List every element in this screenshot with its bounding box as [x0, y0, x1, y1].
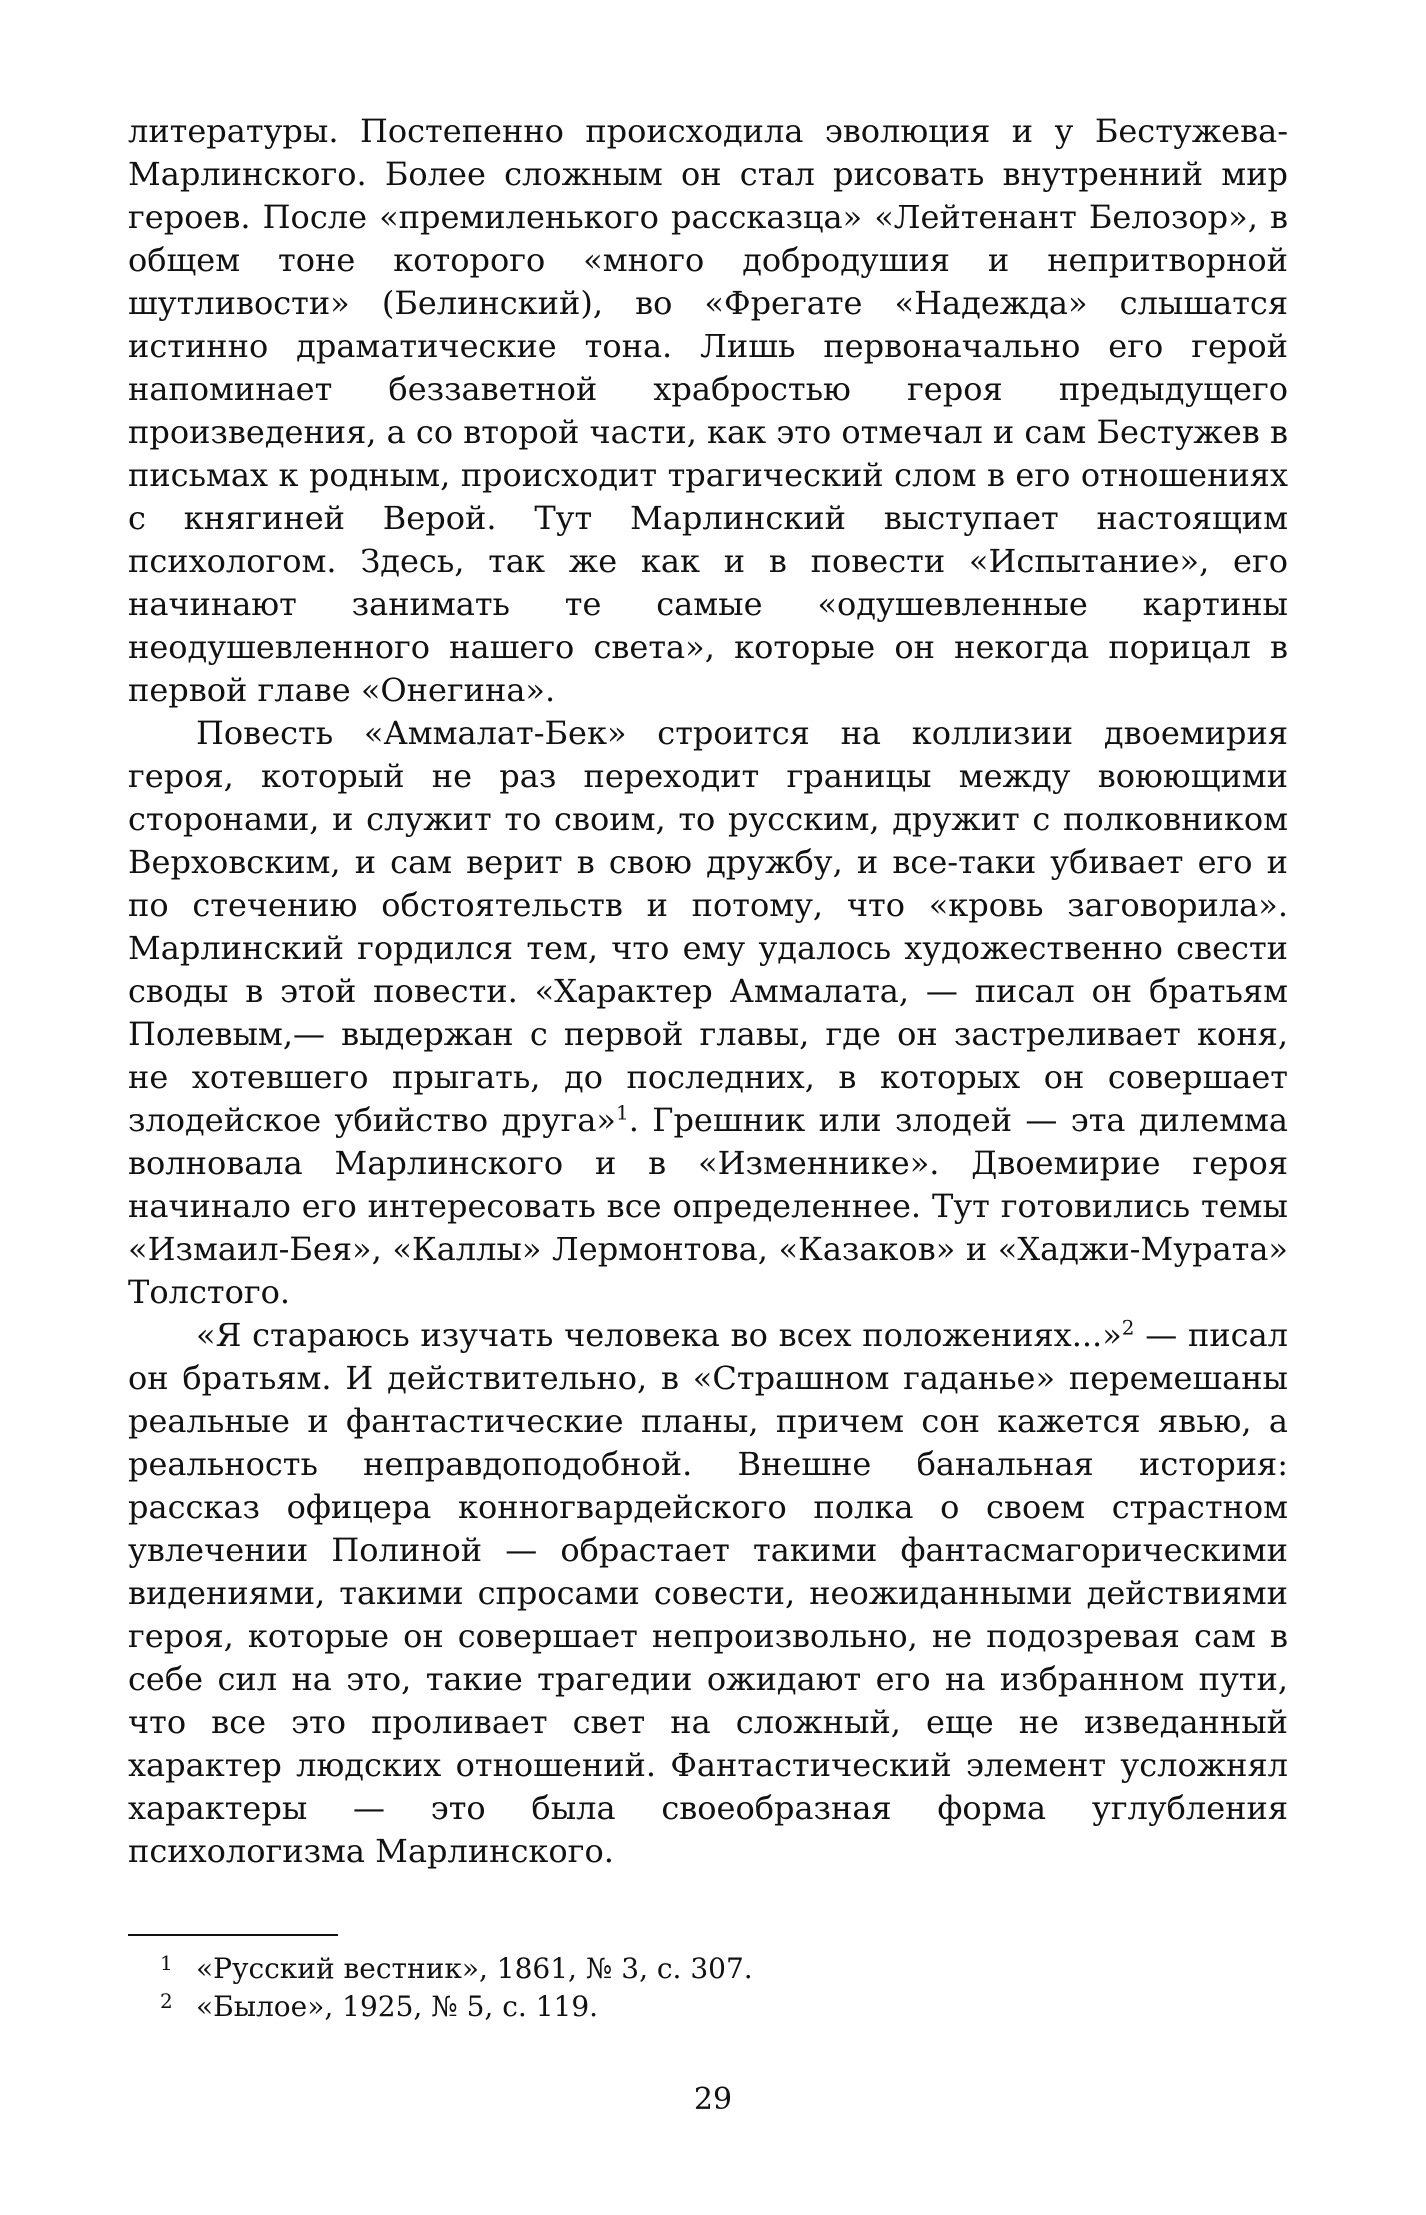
- paragraph-1: [128, 110, 1288, 712]
- page-body: [128, 110, 1288, 1873]
- paragraph-2-text-after: . Грешник или злодей — эта дилемма волновала Марлинского и в «Изменнике». Двоемирие героя начинало его интересовать все определеннее. Тут готовились темы «Измаил-Бея», «Каллы» Лермонтова, «Казаков» и «Хаджи-Мурата» Толстого.: [128, 1101, 1289, 1311]
- paragraph-3: [128, 1314, 1288, 1873]
- footnote-1-mark: 1: [160, 1951, 173, 1975]
- footnote-ref-1[interactable]: 1: [615, 1100, 629, 1125]
- footnote-divider: [128, 1934, 338, 1936]
- paragraph-1-text: литературы. Постепенно происходила эволюция и у Бестужева-Марлинского. Более сложным он стал рисовать внутренний мир героев. После «премиленького рассказца» «Лейтенант Белозор», в общем тоне которого «много добродушия и непритворной шутливости» (Белинский), во «Фрегате «Надежда» слышатся истинно драматические тона. Лишь первоначально его герой напоминает беззаветной храбростью героя предыдущего произведения, а со второй части, как это отмечал и сам Бестужев в письмах к родным, происходит трагический слом в его отношениях с княгиней Верой. Тут Марлинский выступает настоящим психологом. Здесь, так же как и в повести «Испытание», его начинают занимать те самые «одушевленные картины неодушевленного нашего света», которые он некогда порицал в первой главе «Онегина».: [128, 112, 1288, 709]
- footnote-1-text: «Русский вестник», 1861, № 3, с. 307.: [196, 1952, 753, 1985]
- paragraph-3-text-before: «Я стараюсь изучать человека во всех положениях...»: [196, 1316, 1122, 1354]
- footnote-ref-2[interactable]: 2: [1121, 1315, 1135, 1340]
- footnote-1: [160, 1950, 1196, 1988]
- paragraph-2-text-before: Повесть «Аммалат-Бек» строится на коллизии двоемирия героя, который не раз переходит границы между воюющими сторонами, и служит то своим, то русским, дружит с полковником Верховским, и сам верит в свою дружбу, и все-таки убивает его и по стечению обстоятельств и потому, что «кровь заговорила». Марлинский гордился тем, что ему удалось художественно свести своды в этой повести. «Характер Аммалата, — писал он братьям Полевым,— выдержан с первой главы, где он застреливает коня, не хотевшего прыгать, до последних, в которых он совершает злодейское убийство друга»: [128, 714, 1288, 1139]
- paragraph-3-text-after: — писал он братьям. И действительно, в «Страшном гаданье» перемешаны реальные и фантастические планы, причем сон кажется явью, а реальность неправдоподобной. Внешне банальная история: рассказ офицера конногвардейского полка о своем страстном увлечении Полиной — обрастает такими фантасмагорическими видениями, такими спросами совести, неожиданными действиями героя, которые он совершает непроизвольно, не подозревая сам в себе сил на это, такие трагедии ожидают его на избранном пути, что все это проливает свет на сложный, еще не изведанный характер людских отношений. Фантастический элемент усложнял характеры — это была своеобразная форма углубления психологизма Марлинского.: [128, 1316, 1289, 1870]
- footnote-2: [160, 1988, 1196, 2026]
- footnote-2-mark: 2: [160, 1989, 173, 2013]
- page-number: 29: [693, 2082, 733, 2117]
- footnotes: [160, 1950, 1196, 2026]
- paragraph-2: [128, 712, 1288, 1314]
- footnote-2-text: «Былое», 1925, № 5, с. 119.: [196, 1990, 599, 2023]
